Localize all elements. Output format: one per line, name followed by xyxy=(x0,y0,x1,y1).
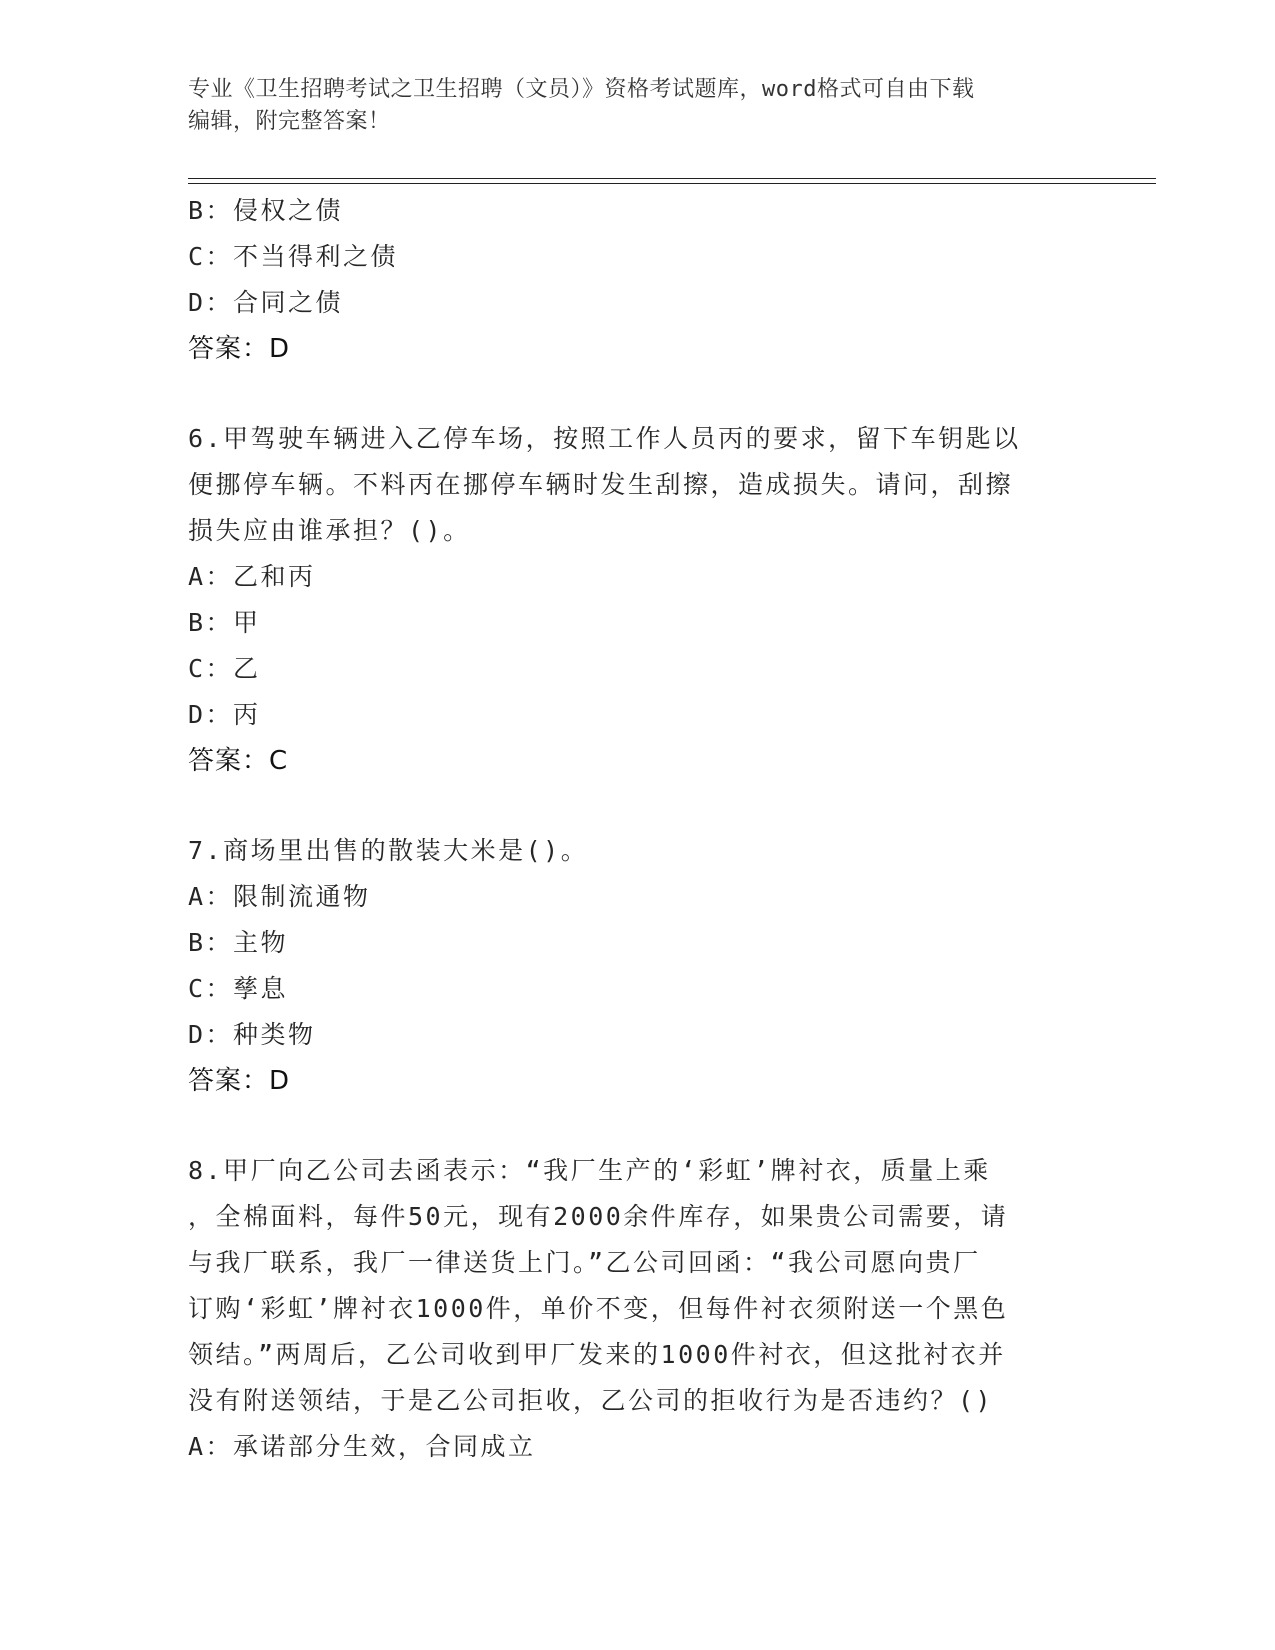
question-8 xyxy=(188,1148,1088,1470)
spacer xyxy=(188,1104,1088,1148)
option-a: A：乙和丙 xyxy=(188,562,316,591)
question-text-line: 领结。”两周后，乙公司收到甲厂发来的1000件衬衣，但这批衬衣并 xyxy=(188,1340,1006,1369)
option-d: D：丙 xyxy=(188,700,261,729)
question-text-line: ，全棉面料，每件50元，现有2000余件库存，如果贵公司需要，请 xyxy=(188,1202,1009,1231)
answer-line: 答案：D xyxy=(188,334,291,364)
option-b: B：侵权之债 xyxy=(188,196,344,225)
option-d: D：种类物 xyxy=(188,1020,316,1049)
question-text-line: 与我厂联系，我厂一律送货上门。”乙公司回函：“我公司愿向贵厂 xyxy=(188,1248,981,1277)
question-text-line: 订购‘彩虹’牌衬衣1000件，单价不变，但每件衬衣须附送一个黑色 xyxy=(188,1294,1009,1323)
spacer xyxy=(188,784,1088,828)
option-c: C：乙 xyxy=(188,654,261,683)
option-d: D：合同之债 xyxy=(188,288,344,317)
question-text-line: 7.商场里出售的散装大米是()。 xyxy=(188,836,589,865)
header-rule-top xyxy=(188,178,1156,179)
spacer xyxy=(188,372,1088,416)
question-5 xyxy=(188,188,1088,372)
question-text-line: 便挪停车辆。不料丙在挪停车辆时发生刮擦，造成损失。请问，刮擦 xyxy=(188,470,1014,499)
question-text-line: 没有附送领结，于是乙公司拒收，乙公司的拒收行为是否违约？() xyxy=(188,1386,994,1415)
question-text-line: 6.甲驾驶车辆进入乙停车场，按照工作人员丙的要求，留下车钥匙以 xyxy=(188,424,1021,453)
option-b: B：甲 xyxy=(188,608,261,637)
document-header xyxy=(188,74,1068,138)
option-c: C：孳息 xyxy=(188,974,289,1003)
header-line-1: 专业《卫生招聘考试之卫生招聘（文员）》资格考试题库，word格式可自由下载 xyxy=(188,77,975,102)
question-list xyxy=(188,188,1088,1470)
option-b: B：主物 xyxy=(188,928,289,957)
header-rule-bottom xyxy=(188,183,1156,184)
header-line-2: 编辑，附完整答案！ xyxy=(188,109,391,134)
option-a: A：限制流通物 xyxy=(188,882,371,911)
answer-line: 答案：D xyxy=(188,1066,291,1096)
option-a: A：承诺部分生效，合同成立 xyxy=(188,1432,536,1461)
question-text-line: 损失应由谁承担？()。 xyxy=(188,516,471,545)
answer-line: 答案：C xyxy=(188,746,289,776)
question-6 xyxy=(188,416,1088,784)
question-7 xyxy=(188,828,1088,1104)
question-text-line: 8.甲厂向乙公司去函表示：“我厂生产的‘彩虹’牌衬衣，质量上乘 xyxy=(188,1156,991,1185)
option-c: C：不当得利之债 xyxy=(188,242,399,271)
